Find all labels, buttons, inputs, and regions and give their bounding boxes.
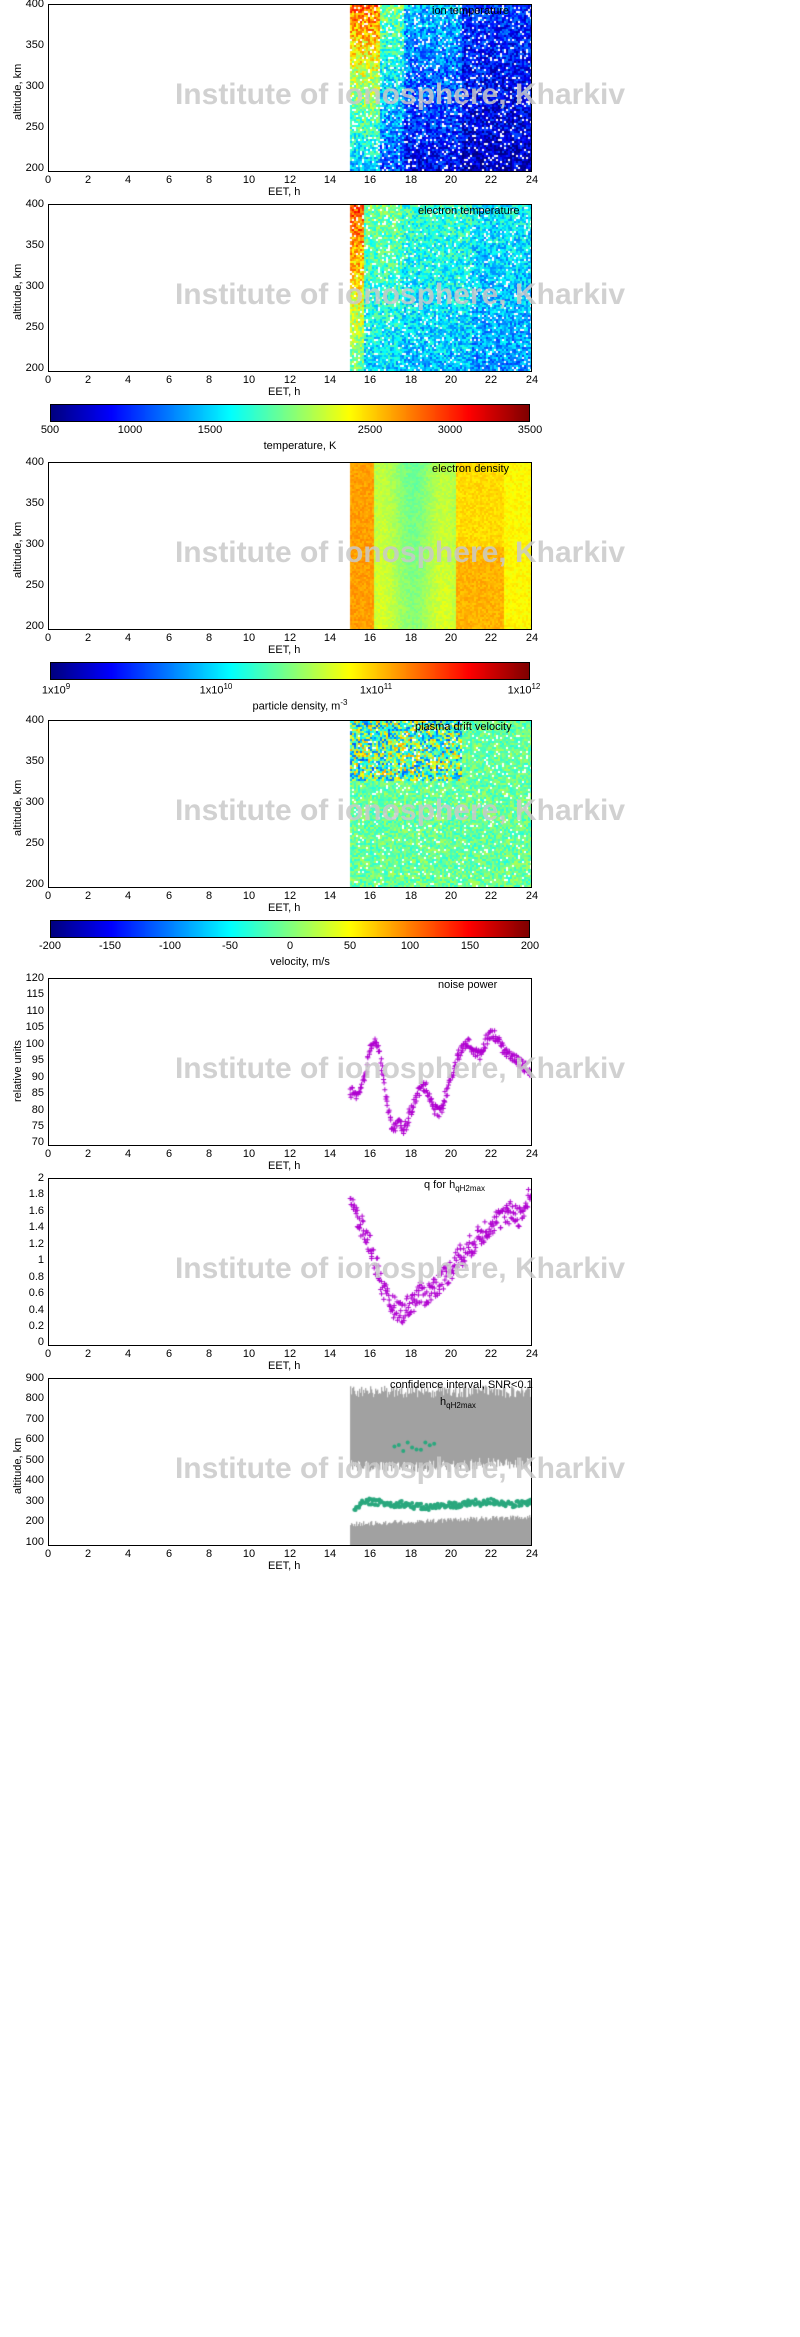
panel-title-noise-power: noise power (438, 979, 498, 991)
watermark: Institute of ionosphere, Kharkiv (174, 78, 626, 111)
panel-title-q-sub2: max (469, 1184, 485, 1194)
colorbar-velocity-gradient (50, 920, 530, 938)
y-axis-label-electron-density: altitude, km (12, 521, 24, 578)
heatmap-ion-temperature (49, 5, 531, 171)
plot-frame-q (48, 1178, 532, 1346)
panel-electron-density: electron density Institute of ionosphere, Kharkiv altitude, km EET, h 400 350 300 250 200 0 2 4 6 8 10 12 14 16 18 20 22 24 (0, 458, 800, 658)
panel-title-q-text: q for h (424, 1179, 456, 1191)
panel-title-electron-density: electron density (432, 463, 510, 475)
y-axis-label-electron-temperature: altitude, km (12, 263, 24, 320)
panel-title-electron-temperature: electron temperature (418, 205, 520, 217)
plot-frame-electron-temperature (48, 204, 532, 372)
panel-confidence-interval: confidence interval, SNR<0.1 $h_{qH2max}$ Institute of ionosphere, Kharkiv altitude, km EET, h 900 800 700 600 500 400 300 200 100 0 2 4 6 8 10 12 14 16 18 20 22 24 (0, 1374, 800, 1574)
x-axis-label-plasma-drift-velocity: EET, h (268, 902, 301, 914)
density-tick-exp: 11 (383, 682, 393, 691)
colorbar-temperature-gradient (50, 404, 530, 422)
density-tick-base: 1x10 (41, 684, 66, 697)
panel-title-ion-temperature: ion temperature (432, 5, 510, 17)
y-axis-label-noise-power: relative units (12, 1040, 24, 1102)
density-tick-base: 1x10 (359, 684, 384, 697)
x-axis-label-q: EET, h (268, 1360, 301, 1372)
y-axis-label-ion-temperature: altitude, km (12, 63, 24, 120)
colorbar-velocity: -200 -150 -100 -50 0 50 100 150 200 velocity, m/s (0, 916, 800, 974)
colorbar-density-label (230, 698, 370, 713)
density-tick-exp: 12 (531, 682, 541, 691)
panel-title-q (424, 1179, 485, 1193)
panel-plasma-drift-velocity: plasma drift velocity Institute of ionosphere, Kharkiv altitude, km EET, h 400 350 300 250 200 0 2 4 6 8 10 12 14 16 18 20 22 24 (0, 716, 800, 916)
density-tick-base: 1x10 (199, 684, 224, 697)
panel-title-confidence-interval: confidence interval, SNR<0.1 (390, 1379, 533, 1391)
watermark: Institute of ionosphere, Kharkiv (174, 536, 626, 569)
density-tick-exp: 10 (223, 682, 233, 691)
watermark: Institute of ionosphere, Kharkiv (174, 1452, 626, 1485)
colorbar-density (0, 658, 800, 716)
density-tick-exp: 9 (65, 682, 71, 691)
watermark: Institute of ionosphere, Kharkiv (174, 1052, 626, 1085)
panel-ion-temperature: ion temperature Institute of ionosphere, Kharkiv altitude, km EET, h 400 350 300 250 200 0 2 4 6 8 10 12 14 16 18 20 22 24 (0, 0, 800, 200)
panel-title-plasma-drift-velocity: plasma drift velocity (415, 721, 512, 733)
watermark: Institute of ionosphere, Kharkiv (174, 1252, 626, 1285)
legend-text: h (440, 1396, 447, 1408)
colorbar-density-gradient (50, 662, 530, 680)
x-axis-label-ion-temperature: EET, h (268, 186, 301, 198)
heatmap-plasma-drift-velocity (49, 721, 531, 887)
x-axis-label-electron-temperature: EET, h (268, 386, 301, 398)
legend-sub2: max (460, 1401, 476, 1411)
panel-q-for-hqh2max: q for $h_{qH2max}$ Institute of ionosphere, Kharkiv EET, h 2 1.8 1.6 1.4 1.2 1 0.8 0.6 0.4 0.2 0 0 2 4 6 8 10 12 14 16 18 20 22 24 (0, 1174, 800, 1374)
plot-frame-noise-power (48, 978, 532, 1146)
density-label-text: particle density, m (252, 700, 341, 713)
plot-frame-ion-temperature (48, 4, 532, 172)
colorbar-temperature: 500 1000 1500 2500 3000 3500 temperature, K (0, 400, 800, 458)
plot-frame-electron-density (48, 462, 532, 630)
watermark: Institute of ionosphere, Kharkiv (174, 278, 626, 311)
legend-hqh2max (440, 1396, 476, 1410)
plot-frame-plasma-drift-velocity (48, 720, 532, 888)
x-axis-label-noise-power: EET, h (268, 1160, 301, 1172)
colorbar-temperature-label: temperature, K (263, 440, 337, 452)
legend-sub: qH2 (446, 1401, 461, 1411)
panel-electron-temperature: electron temperature Institute of ionosphere, Kharkiv altitude, km EET, h 400 350 300 250 200 0 2 4 6 8 10 12 14 16 18 20 22 24 (0, 200, 800, 400)
y-axis-label-plasma-drift-velocity: altitude, km (12, 779, 24, 836)
density-tick-base: 1x10 (507, 684, 532, 697)
heatmap-electron-density (49, 463, 531, 629)
colorbar-velocity-label: velocity, m/s (270, 956, 330, 968)
watermark: Institute of ionosphere, Kharkiv (174, 794, 626, 827)
x-axis-label-confidence-interval: EET, h (268, 1560, 301, 1572)
panel-noise-power: noise power Institute of ionosphere, Kharkiv relative units EET, h 120 115 110 105 100 95 90 85 80 75 70 0 2 4 6 8 10 12 14 16 18 20 22 24 (0, 974, 800, 1174)
y-axis-label-confidence-interval: altitude, km (12, 1437, 24, 1494)
panel-title-q-sub: qH2 (455, 1184, 470, 1194)
heatmap-electron-temperature (49, 205, 531, 371)
density-label-sup: -3 (340, 698, 348, 707)
x-axis-label-electron-density: EET, h (268, 644, 301, 656)
